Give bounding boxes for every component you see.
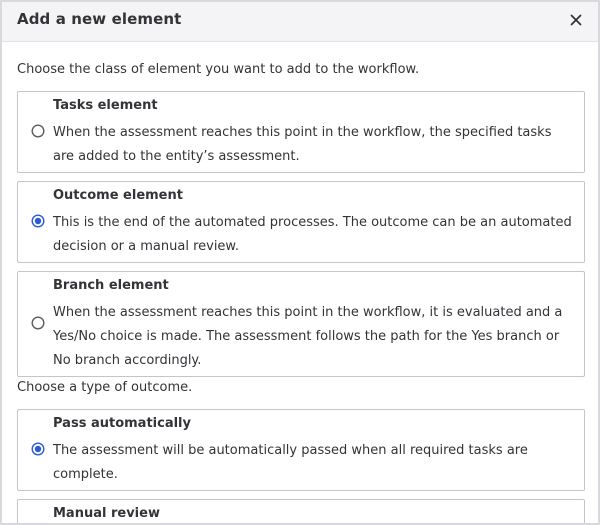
option-title: Manual review: [53, 506, 160, 521]
radio-checked-icon: [31, 214, 45, 228]
outcome-type-label: Choose a type of outcome.: [17, 380, 193, 395]
option-title: Outcome element: [53, 188, 183, 203]
radio-unchecked-icon: [31, 316, 45, 330]
option-branch-element[interactable]: [17, 271, 585, 377]
radio-outcome-element[interactable]: [31, 214, 45, 228]
radio-tasks-element[interactable]: [31, 124, 45, 138]
option-title: Tasks element: [53, 98, 158, 113]
close-icon: [566, 10, 586, 30]
option-outcome-element[interactable]: [17, 181, 585, 263]
close-button[interactable]: [566, 10, 586, 30]
option-manual-review[interactable]: [17, 499, 585, 525]
option-tasks-element[interactable]: [17, 91, 585, 173]
radio-pass-automatically[interactable]: [31, 442, 45, 456]
intro-text: Choose the class of element you want to add to the workflow.: [17, 62, 420, 77]
dialog-header: [2, 2, 598, 42]
option-description: The assessment will be automatically passed when all required tasks are complete.: [53, 443, 528, 482]
option-title: Branch element: [53, 278, 169, 293]
option-description: When the assessment reaches this point in the workflow, it is evaluated and a Yes/No choice is made. The assessment follows the path for the Yes branch or No branch accordingly.: [53, 305, 563, 368]
radio-branch-element[interactable]: [31, 316, 45, 330]
radio-checked-icon: [31, 442, 45, 456]
option-description: When the assessment reaches this point in the workflow, the specified tasks are added to the entity’s assessment.: [53, 125, 552, 164]
option-title: Pass automatically: [53, 416, 191, 431]
dialog-title: Add a new element: [17, 10, 182, 28]
option-description: This is the end of the automated processes. The outcome can be an automated decision or a manual review.: [53, 215, 572, 254]
radio-unchecked-icon: [31, 124, 45, 138]
option-pass-automatically[interactable]: [17, 409, 585, 491]
